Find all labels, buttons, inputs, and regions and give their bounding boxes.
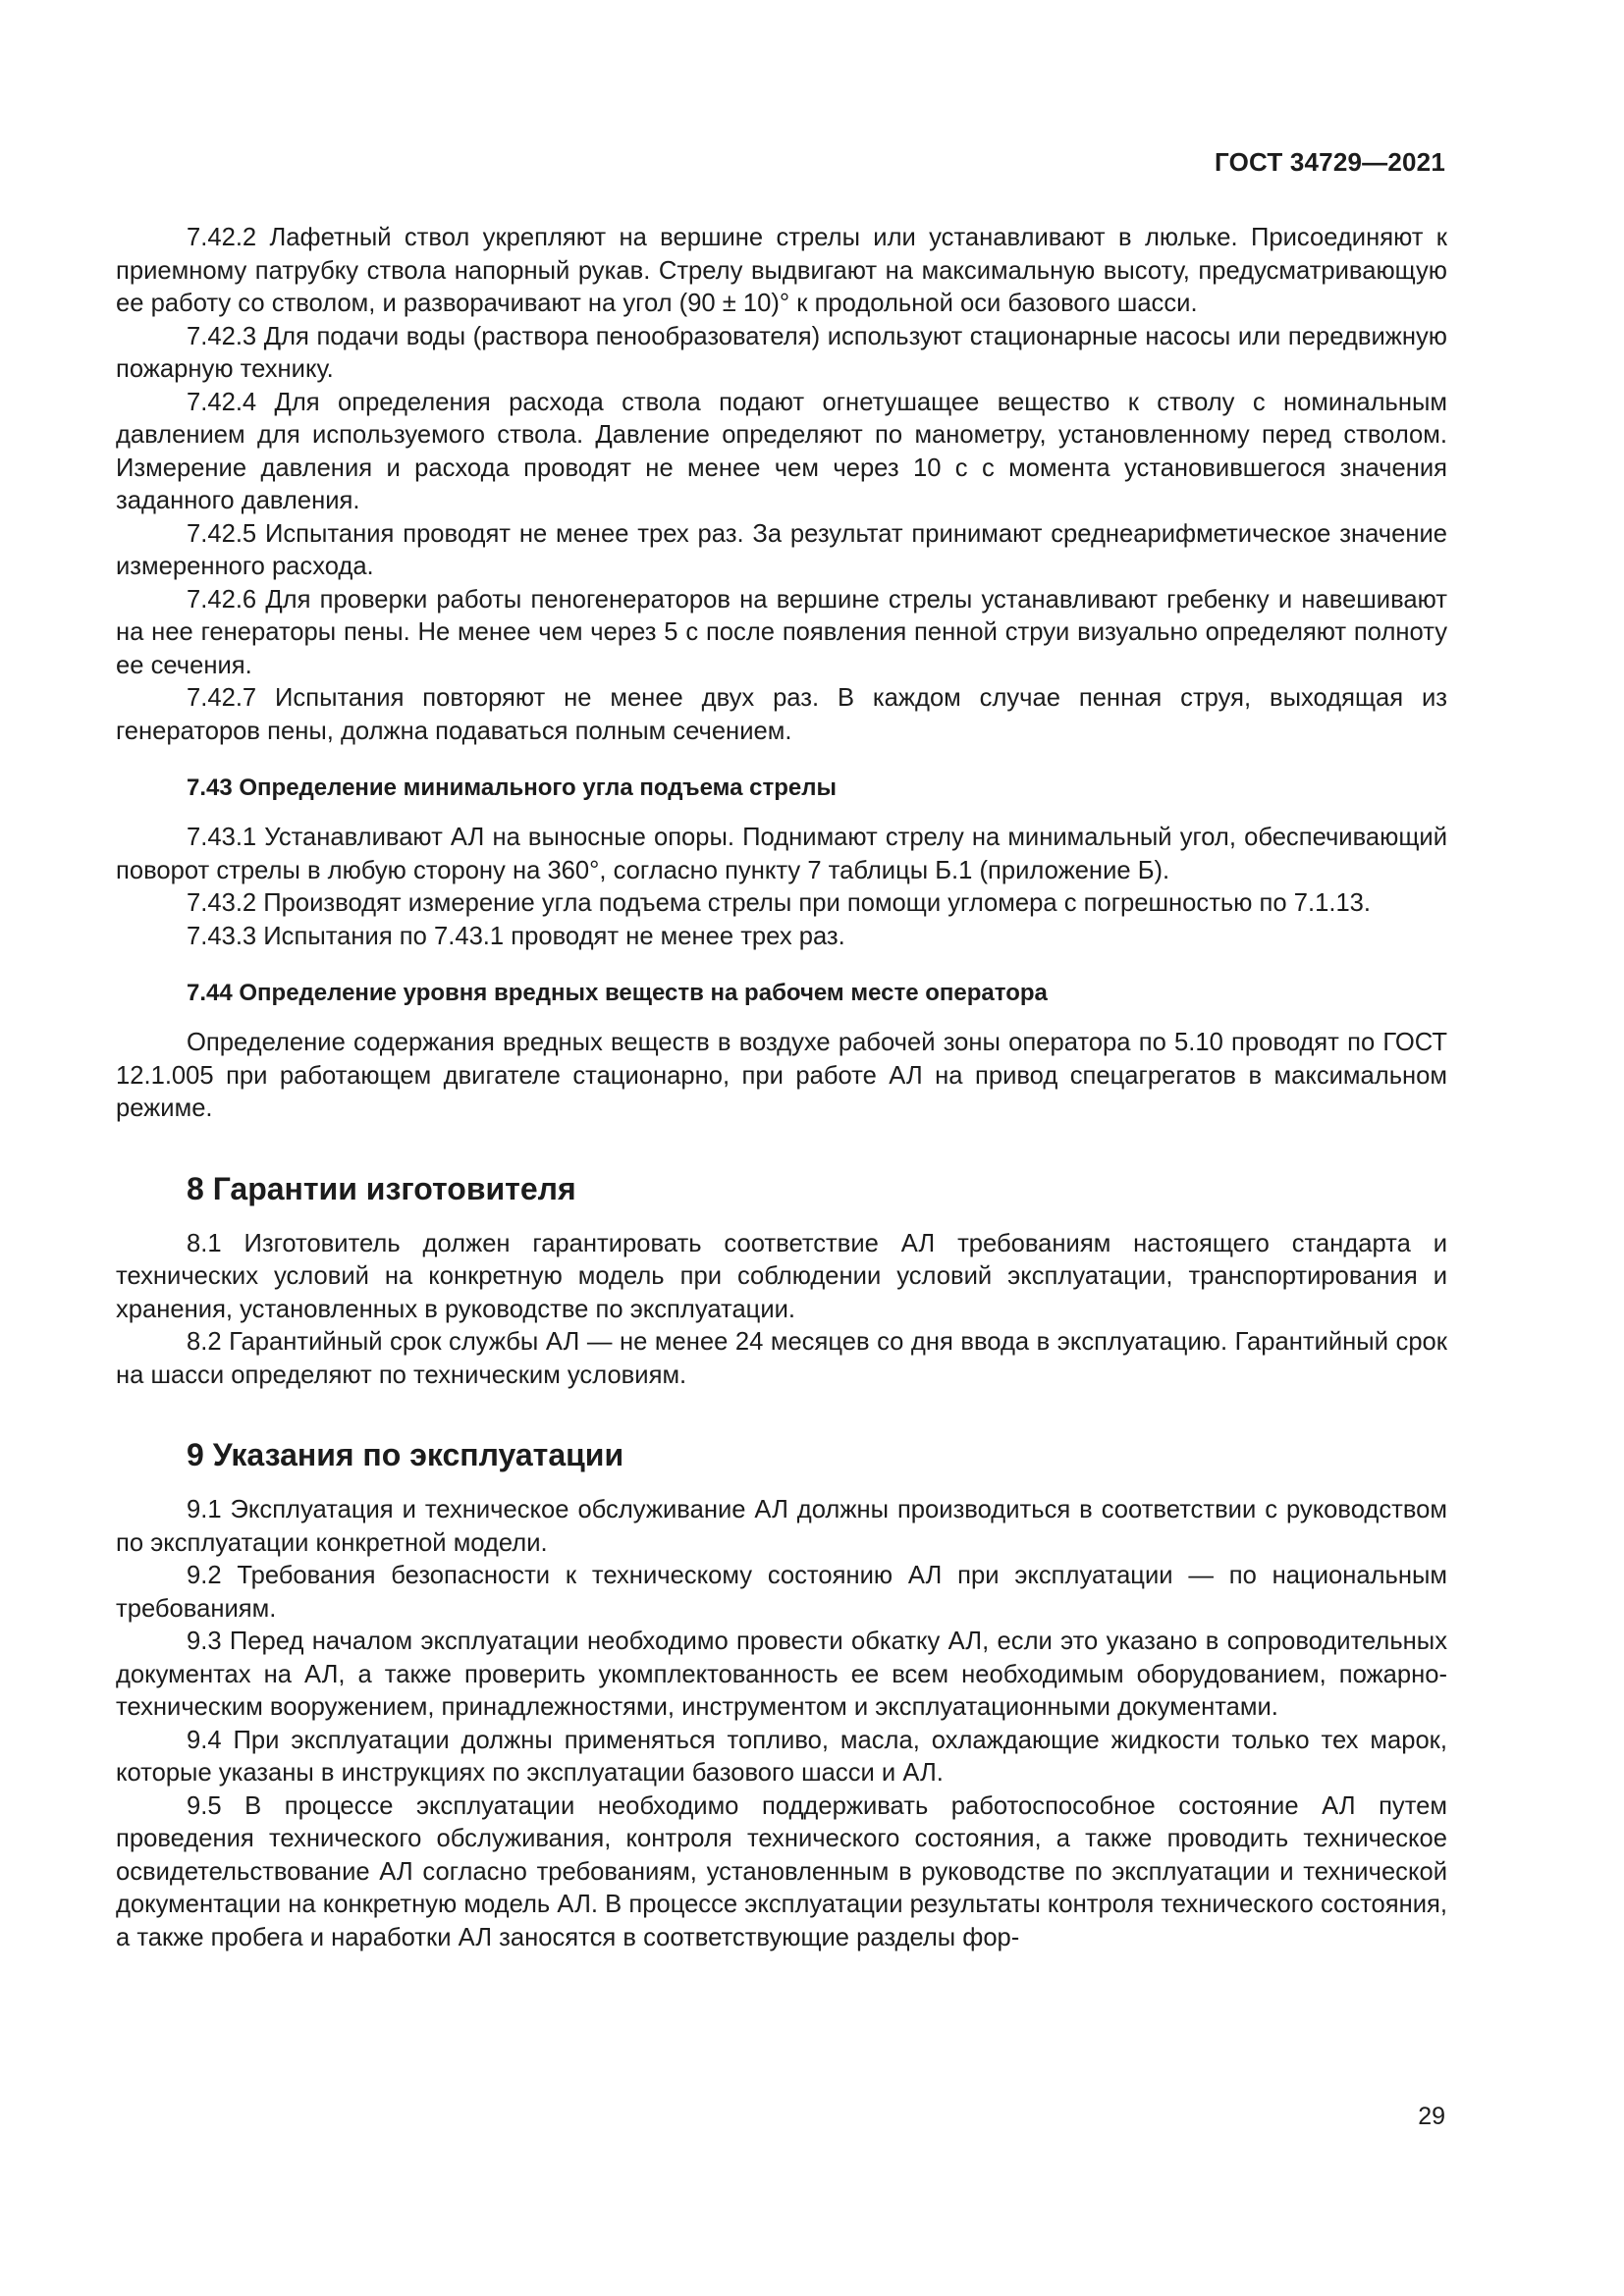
paragraph-7-42-6: 7.42.6 Для проверки работы пеногенераторов на вершине стрелы устанавливают гребенку и навешивают на нее генераторы пены. Не менее чем через 5 с после появления пенной струи визуально определяют полноту ее сечения. [116, 585, 1447, 679]
paragraph-9-2: 9.2 Требования безопасности к техническому состоянию АЛ при эксплуатации — по национальным требованиям. [116, 1562, 1447, 1623]
paragraph-7-43-1: 7.43.1 Устанавливают АЛ на выносные опоры. Поднимают стрелу на минимальный угол, обеспечивающий поворот стрелы в любую сторону на 360°, согласно пункту 7 таблицы Б.1 (приложение Б). [116, 824, 1447, 884]
paragraph-7-42-7: 7.42.7 Испытания повторяют не менее двух раз. В каждом случае пенная струя, выходящая из генераторов пены, должна подаваться полным сечением. [116, 684, 1447, 745]
section-heading-9: 9 Указания по эксплуатации [187, 1437, 624, 1472]
paragraph-7-44: Определение содержания вредных веществ в воздухе рабочей зоны оператора по 5.10 проводят по ГОСТ 12.1.005 при работающем двигателе стационарно, при работе АЛ на привод спецагрегатов в максимальном режиме. [116, 1029, 1447, 1122]
paragraph-7-42-4: 7.42.4 Для определения расхода ствола подают огнетушащее вещество к стволу с номинальным давлением для используемого ствола. Давление определяют по манометру, установленному перед стволом. Измерение давления и расхода проводят не менее чем через 10 с с момента установившегося значения заданного давления. [116, 388, 1447, 514]
paragraph-8-2: 8.2 Гарантийный срок службы АЛ — не менее 24 месяцев со дня ввода в эксплуатацию. Гарантийный срок на шасси определяют по техническим условиям. [116, 1328, 1447, 1389]
subsection-heading-7-44: 7.44 Определение уровня вредных веществ на рабочем месте оператора [187, 980, 1048, 1006]
paragraph-9-4: 9.4 При эксплуатации должны применяться топливо, масла, охлаждающие жидкости только тех марок, которые указаны в инструкциях по эксплуатации базового шасси и АЛ. [116, 1726, 1447, 1787]
paragraph-8-1: 8.1 Изготовитель должен гарантировать соответствие АЛ требованиям настоящего стандарта и технических условий на конкретную модель при соблюдении условий эксплуатации, транспортирования и хранения, установленных в руководстве по эксплуатации. [116, 1229, 1447, 1323]
paragraph-9-1: 9.1 Эксплуатация и техническое обслуживание АЛ должны производиться в соответствии с руководством по эксплуатации конкретной модели. [116, 1496, 1447, 1557]
document-code-header: ГОСТ 34729—2021 [1215, 147, 1445, 177]
paragraph-9-3: 9.3 Перед началом эксплуатации необходимо провести обкатку АЛ, если это указано в сопроводительных документах на АЛ, а также проверить укомплектованность ее всем необходимым оборудованием, пожарно-техническим вооружением, принадлежностями, инструментом и эксплуатационными документами. [116, 1628, 1447, 1721]
paragraph-7-43-2: 7.43.2 Производят измерение угла подъема стрелы при помощи угломера с погрешностью по 7.1.13. [187, 889, 1372, 917]
document-body [116, 222, 1447, 1954]
paragraph-7-43-3: 7.43.3 Испытания по 7.43.1 проводят не менее трех раз. [187, 922, 845, 950]
paragraph-7-42-5: 7.42.5 Испытания проводят не менее трех раз. За результат принимают среднеарифметическое значение измеренного расхода. [116, 519, 1447, 580]
section-heading-8: 8 Гарантии изготовителя [187, 1170, 576, 1206]
paragraph-7-42-3: 7.42.3 Для подачи воды (раствора пенообразователя) используют стационарные насосы или передвижную пожарную технику. [116, 322, 1447, 383]
paragraph-9-5: 9.5 В процессе эксплуатации необходимо поддерживать работоспособное состояние АЛ путем проведения технического обслуживания, контроля технического состояния, а также проводить техническое освидетельствование АЛ согласно требованиям, установленным в руководстве по эксплуатации и технической документации на конкретную модель АЛ. В процессе эксплуатации результаты контроля технического состояния, а также пробега и наработки АЛ заносятся в соответствующие разделы фор- [116, 1791, 1447, 1951]
paragraph-7-42-2: 7.42.2 Лафетный ствол укрепляют на вершине стрелы или устанавливают в люльке. Присоединяют к приемному патрубку ствола напорный рукав. Стрелу выдвигают на максимальную высоту, предусматривающую ее работу со стволом, и разворачивают на угол (90 ± 10)° к продольной оси базового шасси. [116, 224, 1447, 317]
page-number: 29 [1418, 2103, 1445, 2130]
subsection-heading-7-43: 7.43 Определение минимального угла подъема стрелы [187, 774, 837, 801]
